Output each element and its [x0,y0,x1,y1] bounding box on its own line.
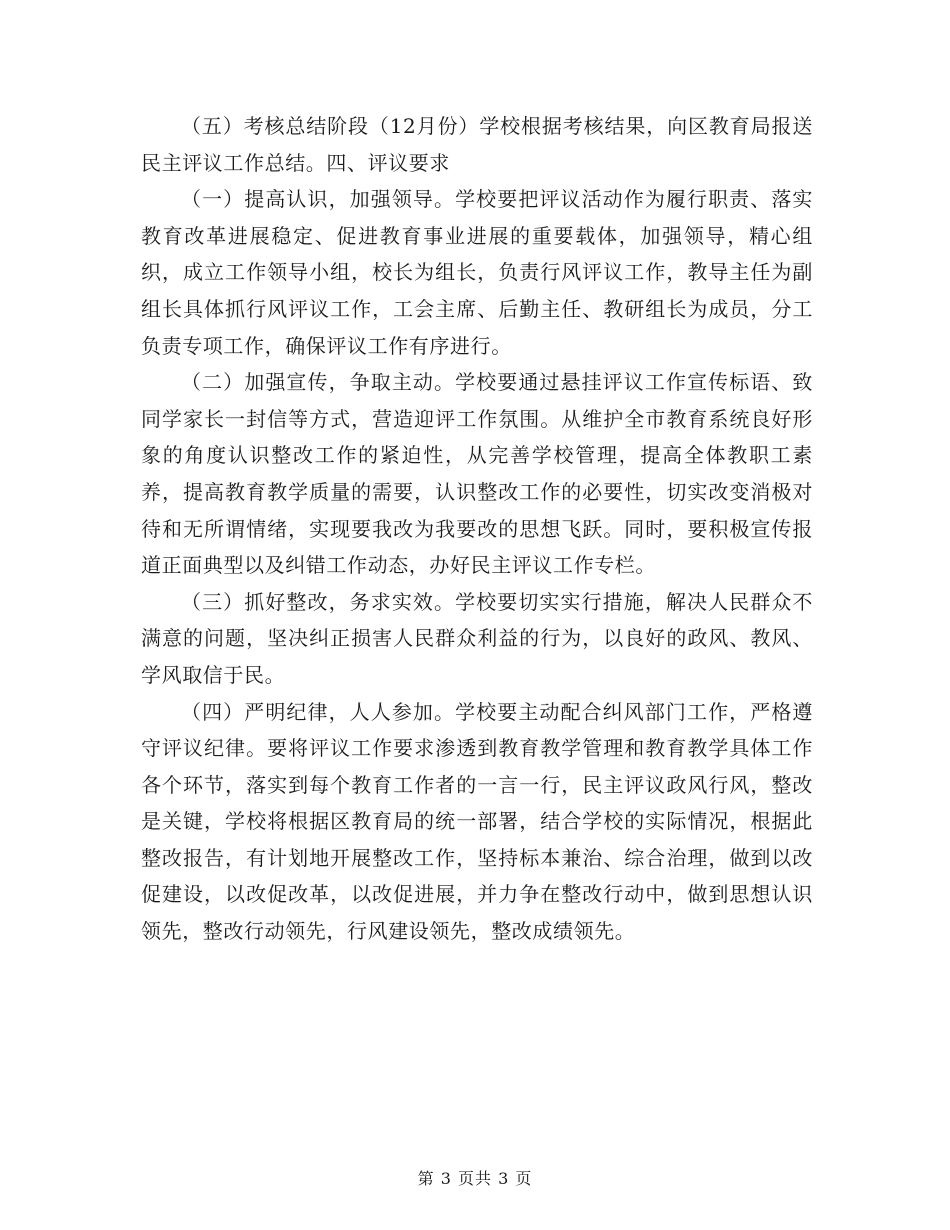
paragraph-assessment-summary: （五）考核总结阶段（12月份）学校根据考核结果，向区教育局报送民主评议工作总结。四、评议要求 [141,114,813,175]
paragraph-raise-awareness: （一）提高认识，加强领导。学校要把评议活动作为履行职责、落实教育改革进展稳定、促进教育事业进展的重要载体，加强领导，精心组织，成立工作领导小组，校长为组长，负责行风评议工作，教导主任为副组长具体抓行风评议工作，工会主席、后勤主任、教研组长为成员，分工负责专项工作，确保评议工作有序进行。 [141,187,813,358]
paragraph-rectification: （三）抓好整改，务求实效。学校要切实实行措施，解决人民群众不满意的问题，坚决纠正损害人民群众利益的行为，以良好的政风、教风、学风取信于民。 [141,589,813,687]
paragraph-publicity: （二）加强宣传，争取主动。学校要通过悬挂评议工作宣传标语、致同学家长一封信等方式，营造迎评工作氛围。从维护全市教育系统良好形象的角度认识整改工作的紧迫性，从完善学校管理，提高全体教职工素养，提高教育教学质量的需要，认识整改工作的必要性，切实改变消极对待和无所谓情绪，实现要我改为我要改的思想飞跃。同时，要积极宣传报道正面典型以及纠错工作动态，办好民主评议工作专栏。 [141,370,813,578]
document-body [141,108,813,950]
paragraph-discipline: （四）严明纪律，人人参加。学校要主动配合纠风部门工作，严格遵守评议纪律。要将评议工作要求渗透到教育教学管理和教育教学具体工作各个环节，落实到每个教育工作者的一言一行，民主评议政风行风，整改是关键，学校将根据区教育局的统一部署，结合学校的实际情况，根据此整改报告，有计划地开展整改工作，坚持标本兼治、综合治理，做到以改促建设，以改促改革，以改促进展，并力争在整改行动中，做到思想认识领先，整改行动领先，行风建设领先，整改成绩领先。 [141,699,813,944]
page-number-footer: 第 3 页共 3 页 [417,1169,533,1188]
